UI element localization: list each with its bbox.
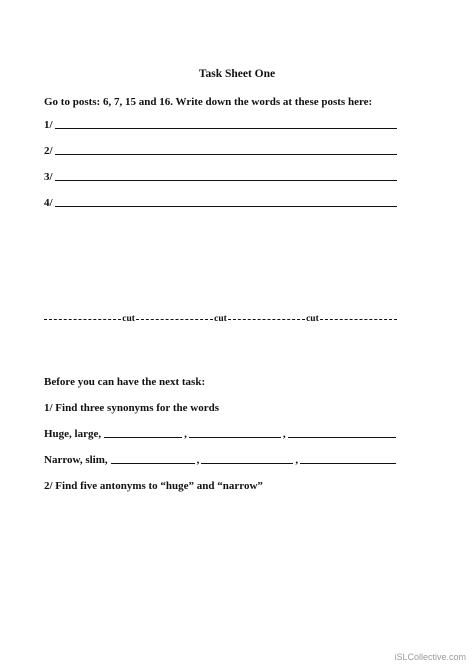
answer-line-2 (44, 145, 397, 157)
comma-separator: , (282, 428, 286, 440)
before-next-task: Before you can have the next task: (44, 376, 206, 388)
synonym-blank (288, 436, 396, 438)
synonym-prefix: Narrow, slim, (44, 454, 108, 466)
answer-line-3 (44, 171, 397, 183)
answer-rule (55, 153, 397, 155)
answer-number: 3/ (44, 171, 53, 183)
task1-heading: 1/ Find three synonyms for the words (44, 402, 219, 414)
synonym-blank (189, 436, 281, 438)
task2-heading: 2/ Find five antonyms to “huge” and “narrow” (44, 480, 263, 492)
watermark: iSLCollective.com (394, 652, 466, 662)
cut-line (44, 314, 397, 324)
comma-separator: , (295, 454, 299, 466)
synonym-row-narrow (44, 454, 396, 466)
comma-separator: , (196, 454, 200, 466)
answer-line-1 (44, 119, 397, 131)
cut-dash (320, 319, 397, 320)
synonym-blank (201, 462, 293, 464)
synonym-prefix: Huge, large, (44, 428, 102, 440)
cut-label: cut (306, 314, 319, 324)
cut-dash (136, 319, 213, 320)
answer-rule (55, 205, 397, 207)
answer-rule (55, 127, 397, 129)
answer-line-4 (44, 197, 397, 209)
answer-number: 2/ (44, 145, 53, 157)
synonym-row-huge (44, 428, 396, 440)
page-title: Task Sheet One (198, 68, 276, 80)
cut-label: cut (122, 314, 135, 324)
cut-dash (228, 319, 305, 320)
cut-dash (44, 319, 121, 320)
instruction-posts: Go to posts: 6, 7, 15 and 16. Write down the words at these posts here: (44, 96, 373, 108)
synonym-blank (104, 436, 182, 438)
answer-number: 1/ (44, 119, 53, 131)
cut-label: cut (214, 314, 227, 324)
answer-rule (55, 179, 397, 181)
synonym-blank (111, 462, 195, 464)
synonym-blank (300, 462, 396, 464)
comma-separator: , (184, 428, 187, 440)
answer-number: 4/ (44, 197, 53, 209)
